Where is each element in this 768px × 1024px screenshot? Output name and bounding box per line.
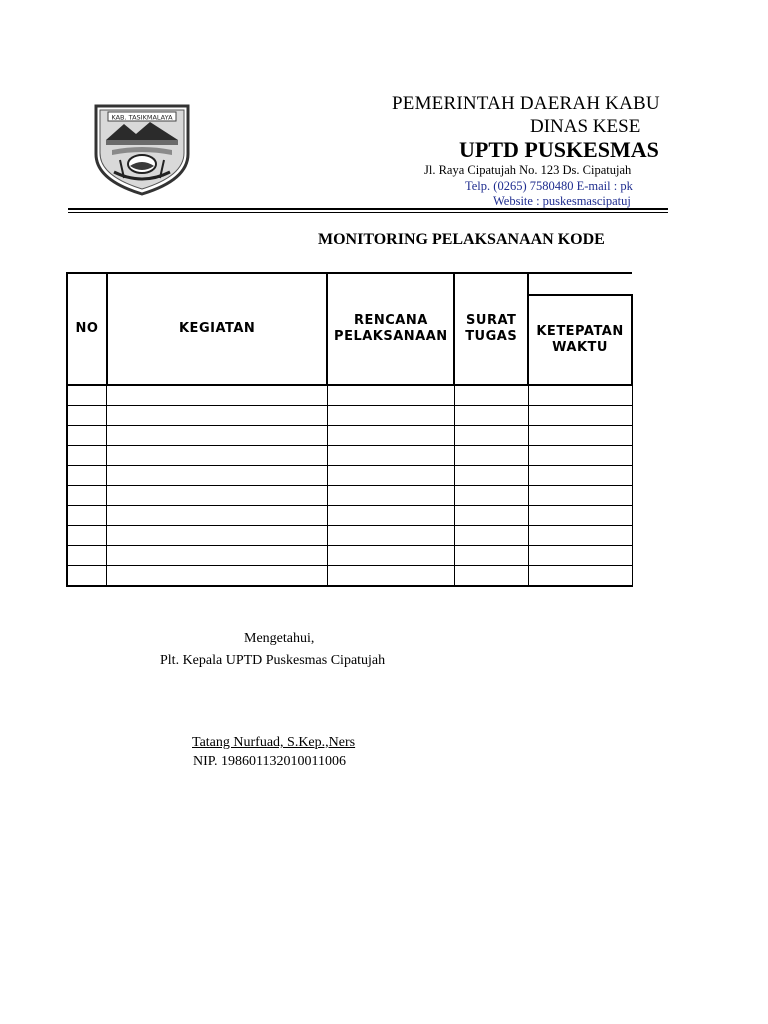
table-cell[interactable] [107,466,328,486]
table-cell[interactable] [67,486,107,506]
table-cell[interactable] [107,546,328,566]
header-kegiatan: KEGIATAN [107,273,328,385]
header-no: NO [67,273,107,385]
table-cell[interactable] [528,486,632,506]
table-cell[interactable] [67,566,107,587]
table-body [67,385,632,586]
table-cell[interactable] [107,526,328,546]
table-row [67,426,632,446]
table-row [67,486,632,506]
table-cell[interactable] [528,406,632,426]
table-cell[interactable] [327,426,454,446]
table-cell[interactable] [107,486,328,506]
table-cell[interactable] [107,426,328,446]
acknowledged-label: Mengetahui, [244,631,315,646]
table-cell[interactable] [528,546,632,566]
letterhead-divider [68,208,668,210]
letterhead-divider-thin [68,212,668,213]
table-cell[interactable] [454,406,528,426]
monitoring-table [66,272,633,587]
address-line: Jl. Raya Cipatujah No. 123 Ds. Cipatujah [424,163,632,177]
institution-name: UPTD PUSKESMAS [459,137,659,162]
table-cell[interactable] [528,506,632,526]
table-cell[interactable] [327,446,454,466]
table-cell[interactable] [454,446,528,466]
table-row [67,526,632,546]
signatory-nip: NIP. 198601132010011006 [193,754,346,769]
table-cell[interactable] [327,486,454,506]
table-cell[interactable] [67,466,107,486]
table-cell[interactable] [454,466,528,486]
table-row [67,406,632,426]
agency-name: DINAS KESE [530,116,641,137]
table-cell[interactable] [67,426,107,446]
regency-emblem-icon [90,100,194,196]
document-title: MONITORING PELAKSANAAN KODE [318,231,605,248]
table-cell[interactable] [67,546,107,566]
table-cell[interactable] [327,385,454,406]
table-cell[interactable] [454,506,528,526]
table-cell[interactable] [327,506,454,526]
table-row [67,506,632,526]
table-cell[interactable] [67,406,107,426]
table-row [67,385,632,406]
table-cell[interactable] [327,406,454,426]
table-cell[interactable] [67,446,107,466]
table-cell[interactable] [454,486,528,506]
table-cell[interactable] [107,506,328,526]
table-cell[interactable] [454,385,528,406]
govt-name: PEMERINTAH DAERAH KABU [392,93,660,114]
table-cell[interactable] [327,546,454,566]
table-cell[interactable] [528,526,632,546]
header-surat: SURAT TUGAS [454,273,528,385]
header-ketepatan: KETEPATAN WAKTU [528,295,632,385]
table-cell[interactable] [67,385,107,406]
header-rencana: RENCANA PELAKSANAAN [327,273,454,385]
table-cell[interactable] [107,385,328,406]
signatory-position: Plt. Kepala UPTD Puskesmas Cipatujah [160,653,386,668]
table-cell[interactable] [528,446,632,466]
table-cell[interactable] [67,506,107,526]
table-cell[interactable] [528,385,632,406]
contact-line[interactable]: Telp. (0265) 7580480 E-mail : pk [465,179,633,193]
table-cell[interactable] [327,566,454,587]
table-cell[interactable] [528,566,632,587]
table-cell[interactable] [454,426,528,446]
table-cell[interactable] [107,406,328,426]
website-line[interactable]: Website : puskesmascipatuj [493,194,631,208]
table-cell[interactable] [528,426,632,446]
table-cell[interactable] [327,466,454,486]
emblem-label: KAB. TASIKMALAYA [111,113,173,122]
signatory-name: Tatang Nurfuad, S.Kep.,Ners [192,735,356,750]
table-cell[interactable] [528,466,632,486]
table-cell[interactable] [454,566,528,587]
table-cell[interactable] [327,526,454,546]
header-group-blank [528,273,632,295]
table-cell[interactable] [67,526,107,546]
table-row [67,446,632,466]
table-cell[interactable] [107,566,328,587]
table-row [67,546,632,566]
table-cell[interactable] [454,546,528,566]
table-row [67,466,632,486]
table-row [67,566,632,587]
table-cell[interactable] [454,526,528,546]
table-cell[interactable] [107,446,328,466]
